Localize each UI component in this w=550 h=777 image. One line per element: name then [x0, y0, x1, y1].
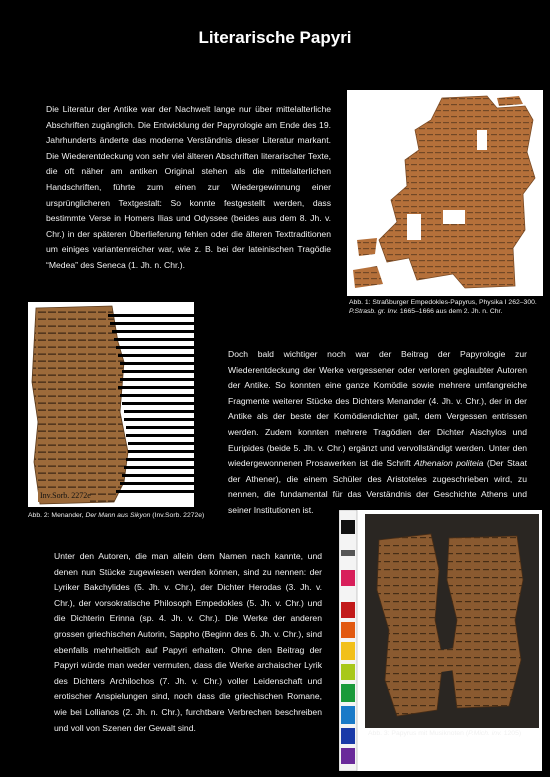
color-scale-bar — [339, 510, 357, 771]
figure-2-caption-italic: Der Mann aus Sikyon — [85, 512, 151, 519]
menander-papyrus-drawing — [28, 302, 194, 507]
figure-3-caption — [368, 729, 540, 738]
athenaion-politeia-title: Athenaion politeia — [414, 458, 484, 469]
figure-2-caption — [28, 511, 218, 520]
authors-paragraph: Unter den Autoren, die man allein dem Namen nach kannte, und denen nun Stücke zugewiesen werden können, sind zu nennen: der Lyriker Bakchylides (5. Jh. v. Chr.), der Dichter Herodas (3. Jh. v. Chr.), der vorsokratische Philosoph Empedokles (5. Jh. v. Chr.) und die Dichterin Erinna (sp. 4. Jh. v. Chr.). Die Werke der anderen grossen griechischen Autorin, Sappho (Beginn des 6. Jh. v. Chr.), sind ebenfalls mehrheitlich auf Papyri erhalten. Ohne den Beitrag der Papyri würde man weder vermuten, dass die Werke archaischer Lyrik des Dichters Archilochos (7. Jh. v. Chr.) voller Leidenschaft und erotischer Anspielungen sind, noch dass die griechischen Romane, wie bei Lollianos (2. Jh. n. Chr.), furchtbare Verbrechen beschreiben und voll von Szenen der Gewalt sind. — [54, 551, 322, 733]
figure-3-caption-end: 1205) — [501, 730, 522, 737]
figure-2-caption-text: Abb. 2: Menander, — [28, 512, 86, 519]
figure-1-caption-italic: P.Strasb. gr. Inv. — [349, 308, 398, 315]
figure-3-caption-text: Abb. 3: Papyrus mit Musiknoten ( — [368, 730, 469, 737]
empedokles-papyrus-drawing — [347, 90, 543, 296]
rediscovery-paragraph-end: (Der Staat der Athener), die einem Schüler des Aristoteles zugeschrieben wird, zu nennen, die fundamental für das Verständnis der Geschichte Athens und seiner Institutionen ist. — [228, 458, 528, 515]
figure-2-caption-end: (Inv.Sorb. 2272e) — [150, 512, 205, 519]
rediscovery-paragraph-text: Doch bald wichtiger noch war der Beitrag der Papyrologie zur Wiederentdeckung der Werke vergessener oder verloren geglaubter Autoren der Antike. So konnten eine ganze Komödie sowie mehrere umfangreiche Fragmente weiterer Stücke des Dichters Menander (4. Jh. v. Chr.), der in der Antike als der beste der Komödiendichter galt, dem Vergessen entrissen werden. Zudem konnten mehrere Tragödien der Dichter Aischylos und Euripides (beide 5. Jh. v. Chr.) ergänzt und vervollständigt werden. Unter den wiedergewonnenen Prosawerken ist die Schrift — [228, 349, 527, 469]
page-title: Literarische Papyri — [198, 28, 352, 47]
intro-paragraph: Die Literatur der Antike war der Nachwelt lange nur über mittelalterliche Abschriften zugänglich. Die Entwicklung der Papyrologie am Ende des 19. Jahrhunderts änderte das moderne Verständnis dieser Literatur markant. Die Wiederentdeckung von sehr viel älteren Abschriften literarischer Texte, die oft näher am antiken Original stehen als die mittelalterlichen Handschriften, führte zum einen zur Wiedergewinnung einer ursprünglicheren Textgestalt: So konnte festgestellt werden, dass bestimmte Verse in Homers Ilias und Odyssee (beides aus dem 8. Jh. v. Chr.) in der späteren Überlieferung fehlen oder die älteren Texttraditionen um einiges variantenreicher war, wie z. B. bei der lateinischen Tragödie “Medea” des Seneca (1. Jh. n. Chr.). — [46, 104, 331, 270]
inventory-label: Inv.Sorb. 2272e — [40, 491, 91, 500]
empedokles-papyrus-image — [347, 90, 543, 296]
figure-1-caption-text: Abb. 1: Straßburger Empedokles-Papyrus, Physika I 262–300. — [349, 299, 537, 306]
figure-1-caption — [349, 298, 547, 326]
figure-3-caption-italic: P.Mich. inv. — [468, 730, 502, 737]
figure-1-caption-end: 1665–1666 aus dem 2. Jh. n. Chr. — [398, 308, 503, 315]
rediscovery-paragraph — [228, 347, 527, 519]
menander-papyrus-image — [28, 302, 194, 507]
